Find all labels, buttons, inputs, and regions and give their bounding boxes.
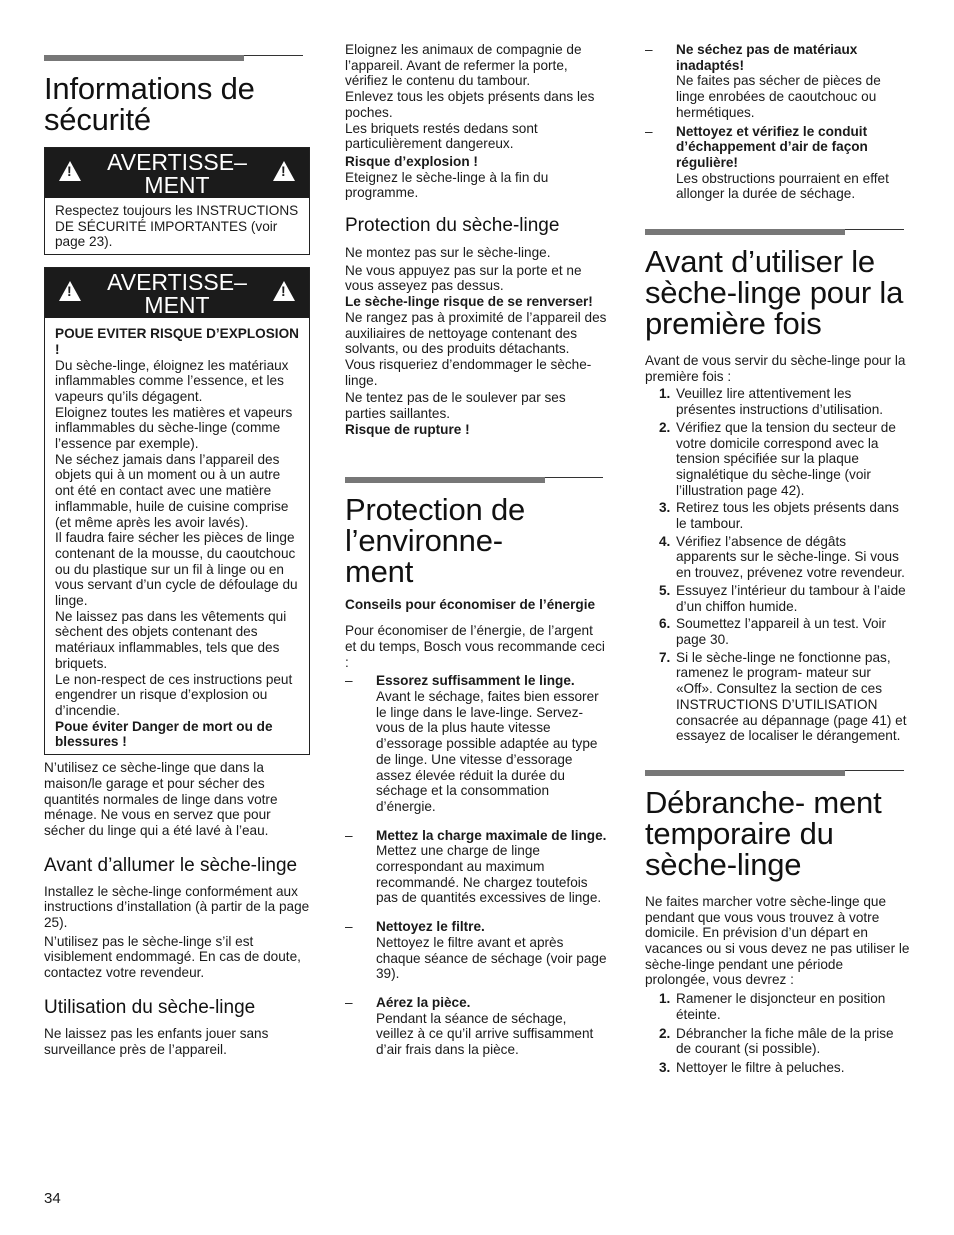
paragraph: Enlevez tous les objets présents dans les poches. bbox=[345, 89, 595, 120]
paragraph: Il faudra faire sécher les pièces de linge contenant de la mousse, du caoutchouc ou du plastique sur un fil à linge ou en vous servant d’un cycle de défoulage du linge. bbox=[55, 530, 298, 609]
subsection-title: Utilisation du sèche-linge bbox=[44, 996, 256, 1018]
list-item: – Mettez la charge maximale de linge. Mettez une charge de linge correspondant au maximum recommandé. Ne chargez toutefois pas de quantités excessives de linge. bbox=[345, 827, 607, 906]
subsection-title: Avant d’allumer le sèche-linge bbox=[44, 854, 298, 876]
warning-triangle-icon bbox=[273, 161, 295, 181]
list-item: 5. Essuyez l’intérieur du tambour à l’aide d’un chiffon humide. bbox=[659, 582, 906, 614]
warning-label: AVERTISSE– MENT bbox=[107, 269, 247, 319]
steps-list bbox=[645, 386, 910, 743]
warning-triangle-icon bbox=[273, 281, 295, 301]
paragraph: Ne laissez pas dans les vêtements qui sèchent des objets contenant des matériaux inflammables, tels que des briquets. bbox=[55, 608, 287, 671]
warning-header bbox=[45, 148, 309, 198]
column-left bbox=[44, 0, 310, 1057]
paragraph: Installez le sèche-linge conformément aux instructions d’installation (à partir de la page 25). bbox=[44, 883, 310, 931]
list-item: – Ne séchez pas de matériaux inadaptés! Ne faites pas sécher de pièces de linge enrobées de caoutchouc ou hermétiques. bbox=[645, 42, 881, 120]
section-title-avant: Avant d’utiliser le sèche-linge pour la première fois bbox=[645, 244, 904, 342]
paragraph: Ne séchez jamais dans l’appareil des objets qui à un moment ou à un autre ont été en contact avec une matière inflammable, huile de cuisine comprise (et même après les avoir lavés). bbox=[55, 451, 289, 530]
paragraph: Le non-respect de ces instructions peut engendrer un risque d’explosion ou d’incendie. bbox=[55, 671, 293, 718]
list-item: – Aérez la pièce. Pendant la séance de séchage, veillez à ce qu’il arrive suffisamment d’air frais dans la pièce. bbox=[345, 994, 594, 1058]
warning-heading: POUE EVITER RISQUE D’EXPLOSION ! bbox=[55, 326, 299, 357]
risk-label: Risque d’explosion ! bbox=[345, 153, 478, 169]
paragraph: N’utilisez pas le sèche-linge s’il est visiblement endommagé. En cas de doute, contactez votre revendeur. bbox=[44, 933, 301, 981]
paragraph: Pour économiser de l’énergie, de l’argent et du temps, Bosch vous recommande ceci : bbox=[345, 623, 605, 670]
subsection-title: Protection du sèche-linge bbox=[345, 215, 560, 237]
section-rule bbox=[645, 229, 904, 232]
list-item: 2. Vérifiez que la tension du secteur de votre domicile correspond avec la tension spécifiée sur la plaque signalétique du sèche-linge (voir l’illustration page 42). bbox=[659, 419, 896, 498]
list-item: 1. Veuillez lire attentivement les présentes instructions d’utilisation. bbox=[659, 386, 884, 418]
steps-list bbox=[645, 991, 910, 1076]
section-title-environnement: Protection de l’environne- ment bbox=[345, 492, 526, 590]
list-item: 3. Retirez tous les objets présents dans le tambour. bbox=[659, 500, 899, 532]
paragraph: Vous risqueriez d’endommager le sèche-linge. bbox=[345, 356, 592, 388]
paragraph: Ne vous appuyez pas sur la porte et ne vous asseyez pas dessus. bbox=[345, 262, 582, 294]
paragraph: N’utilisez ce sèche-linge que dans la maison/le garage et pour sécher des quantités normales de linge dans votre ménage. Ne vous en servez que pour sécher du linge qui a été lavé à l’eau. bbox=[44, 760, 278, 838]
warning-header bbox=[45, 268, 309, 318]
page-number: 34 bbox=[44, 1190, 61, 1207]
paragraph: Ne rangez pas à proximité de l’appareil des auxiliaires de nettoyage contenant des solvants, ou des produits détachants. bbox=[345, 309, 607, 357]
warning-heading: Poue éviter Danger de mort ou de blessures ! bbox=[55, 718, 273, 750]
list-item: – Nettoyez et vérifiez le conduit d’échappement d’air de façon régulière! Les obstructions pourraient en effet allonger la durée de séchage. bbox=[645, 123, 889, 202]
warning-box-2 bbox=[44, 267, 310, 755]
paragraph: Eloignez les animaux de compagnie de l’appareil. Avant de refermer la porte, vérifiez le contenu du tambour. bbox=[345, 42, 582, 89]
column-middle bbox=[345, 0, 607, 1058]
list-item: – Essorez suffisamment le linge. Avant le séchage, faites bien essorer le linge dans le lave-linge. Servez-vous de la plus haute vitesse d’essorage possible adaptée au type de linge. Une vitesse d’essorage assez élevée réduit la durée du séchage et la consommation d’énergie. bbox=[345, 673, 599, 814]
paragraph: Du sèche-linge, éloignez les matériaux inflammables comme l’essence, et les vapeurs qu’ils dégagent. bbox=[55, 357, 289, 404]
column-right bbox=[645, 0, 910, 1076]
paragraph: Ne faites marcher votre sèche-linge que pendant que vous vous trouvez à votre domicile. En prévision d’un départ en vacances ou si vous devez ne pas utiliser le sèche-linge pendant une période prolongée, vous devrez : bbox=[645, 893, 910, 988]
paragraph: Eloignez toutes les matières et vapeurs inflammables du sèche-linge (comme l’essence par exemple). bbox=[55, 404, 293, 452]
list-item: 3. Nettoyer le filtre à peluches. bbox=[659, 1059, 845, 1075]
section-rule bbox=[345, 477, 603, 480]
risk-label: Le sèche-linge risque de se renverser! bbox=[345, 294, 593, 310]
section-title-debranchement: Débranche- ment temporaire du sèche-linge bbox=[645, 784, 882, 882]
list-item: 2. Débrancher la fiche mâle de la prise de courant (si possible). bbox=[659, 1025, 894, 1057]
paragraph: Avant de vous servir du sèche-linge pour la première fois : bbox=[645, 353, 906, 384]
section-rule bbox=[645, 770, 904, 773]
section-title-securite: Informations de sécurité bbox=[44, 71, 255, 137]
list-item: 4. Vérifiez l’absence de dégâts apparents sur le sèche-linge. Si vous en trouvez, prévenez votre revendeur. bbox=[659, 533, 905, 581]
paragraph: Les briquets restés dedans sont particulièrement dangereux. bbox=[345, 120, 538, 152]
paragraph: Eteignez le sèche-linge à la fin du programme. bbox=[345, 169, 549, 201]
warning-text: Respectez toujours les INSTRUCTIONS DE SÉCURITÉ IMPORTANTES (voir page 23). bbox=[55, 203, 299, 250]
paragraph: Ne laissez pas les enfants jouer sans surveillance près de l’appareil. bbox=[44, 1025, 269, 1057]
paragraph: Ne tentez pas de le soulever par ses parties saillantes. bbox=[345, 390, 566, 422]
warning-label: AVERTISSE– MENT bbox=[107, 149, 247, 198]
paragraph: Ne montez pas sur le sèche-linge. bbox=[345, 245, 551, 261]
warning-box-1 bbox=[44, 147, 310, 255]
list-item: 7. Si le sèche-linge ne fonctionne pas, ramenez le program- mateur sur «Off». Consultez la section de ces INSTRUCTIONS D’UTILISATION consacrée au dépannage (page 41) et essayez de localiser le dérangement. bbox=[659, 649, 907, 744]
warning-body bbox=[45, 318, 309, 754]
risk-label: Risque de rupture ! bbox=[345, 421, 470, 437]
list-item: 1. Ramener le disjoncteur en position éteinte. bbox=[659, 991, 886, 1022]
list-item: 6. Soumettez l’appareil à un test. Voir page 30. bbox=[659, 616, 887, 647]
list-item: – Nettoyez le filtre. Nettoyez le filtre avant et après chaque séance de séchage (voir page 39). bbox=[345, 919, 607, 982]
subheading: Conseils pour économiser de l’énergie bbox=[345, 597, 596, 613]
warning-body bbox=[45, 198, 309, 254]
section-rule bbox=[44, 55, 303, 58]
